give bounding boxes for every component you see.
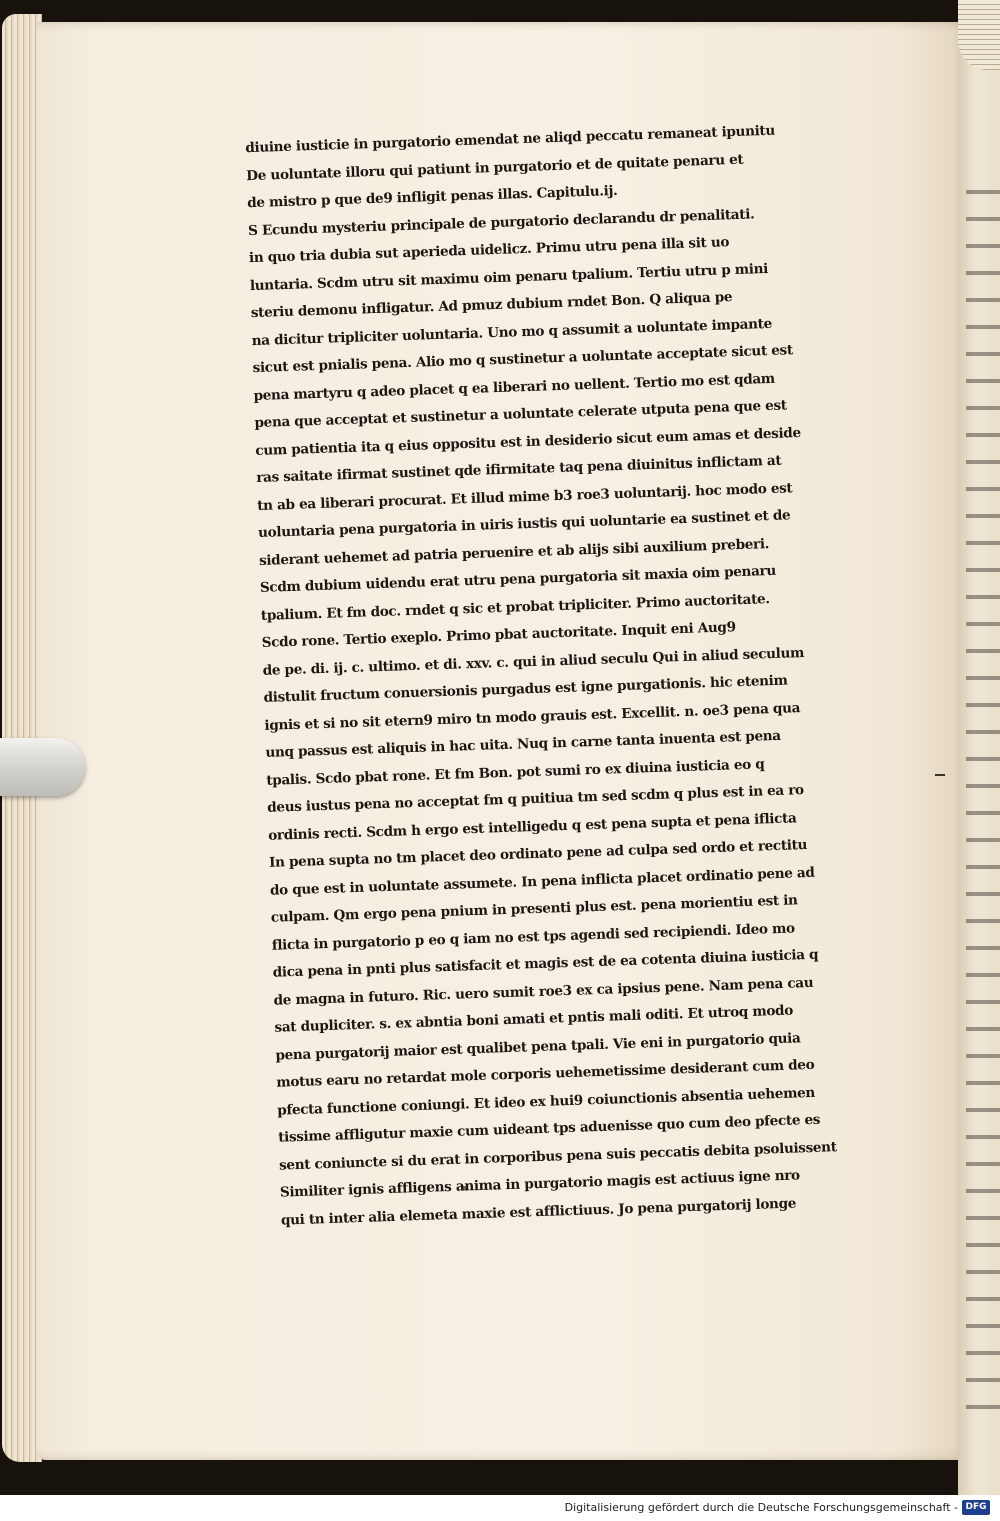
text-line: sat dupliciter. s. ex abntia boni amati et pntis mali oditi. Et utroq modo bbox=[274, 1002, 794, 1036]
margin-mark bbox=[935, 774, 945, 776]
text-line: pena martyru q adeo placet q ea liberari no uellent. Tertio mo est qdam bbox=[253, 370, 776, 404]
text-line: do que est in uoluntate assumete. In pena inflicta placet ordinatio pene ad bbox=[269, 864, 815, 899]
text-line: S Ecundu mysteriu principale de purgatorio declarandu dr penalitati. bbox=[247, 205, 755, 239]
text-line: In pena supta no tm placet deo ordinato pene ad culpa sed ordo et rectitu bbox=[268, 836, 808, 871]
text-line: de pe. di. ij. c. ultimo. et di. xxv. c. qui in aliud seculu Qui in aliud seculum bbox=[262, 644, 805, 679]
text-line: flicta in purgatorio p eo q iam no est tps agendi sed recipiendi. Ideo mo bbox=[271, 919, 795, 954]
footer-credit: Digitalisierung gefördert durch die Deutsche Forschungsgemeinschaft - bbox=[564, 1501, 958, 1514]
text-line: de magna in futuro. Ric. uero sumit roe3 ex ca ipsius pene. Nam pena cau bbox=[273, 974, 814, 1009]
text-line: ignis et si no sit etern9 miro tn modo grauis est. Excellit. n. oe3 pena qua bbox=[264, 699, 801, 734]
text-line: Scdm dubium uidendu erat utru pena purgatoria sit maxia oim penaru bbox=[259, 562, 777, 596]
page-holder-clip bbox=[0, 738, 85, 796]
text-line: cum patientia ita q eius oppositu est in desiderio sicut eum amas et deside bbox=[255, 424, 801, 459]
text-line: diuine iusticie in purgatorio emendat ne aliqd peccatu remaneat ipunitu bbox=[245, 122, 776, 157]
text-line: Similiter ignis affligens anima in purgatorio magis est actiuus igne nro bbox=[279, 1167, 801, 1201]
text-line: tpalis. Scdo pbat rone. Et fm Bon. pot sumi ro ex diuina iusticia eo q bbox=[266, 755, 765, 789]
text-line: tn ab ea liberari procurat. Et illud mime b3 roe3 uoluntarij. hoc modo est bbox=[256, 479, 793, 514]
text-line: pena purgatorij maior est qualibet pena tpali. Vie eni in purgatorio quia bbox=[275, 1029, 801, 1064]
text-line: tpalium. Et fm doc. rndet q sic et probat tripliciter. Primo auctoritate. bbox=[260, 590, 770, 624]
printed-text-block bbox=[245, 113, 939, 1229]
text-line: ras saitate ifirmat sustinet qde ifirmitate taq pena diuinitus inflictam at bbox=[256, 452, 782, 487]
text-line: sent coniuncte si du erat in corporibus pena suis peccatis debita psoluissent bbox=[278, 1138, 837, 1174]
text-line: distulit fructum conuersionis purgadus est igne purgationis. hic etenim bbox=[263, 672, 788, 706]
text-line: culpam. Qm ergo pena pnium in presenti plus est. pena morientiu est in bbox=[270, 892, 798, 926]
text-line: qui tn inter alia elemeta maxie est afflictiuus. Jo pena purgatorij longe bbox=[280, 1195, 797, 1229]
text-line: in quo tria dubia sut aperieda uidelicz. Primu utru pena illa sit uo bbox=[248, 234, 730, 267]
text-line: unq passus est aliquis in hac uita. Nuq in carne tanta inuenta est pena bbox=[265, 727, 782, 761]
page-curl bbox=[958, 0, 1000, 70]
text-line: motus earu no retardat mole corporis uehemetissime desiderant cum deo bbox=[276, 1056, 815, 1091]
text-line: Scdo rone. Tertio exeplo. Primo pbat auctoritate. Inquit eni Aug9 bbox=[261, 619, 736, 651]
text-line: siderant uehemet ad patria peruenire et ab alijs sibi auxilium preberi. bbox=[258, 535, 770, 569]
text-line: pena que acceptat et sustinetur a uoluntate celerate utputa pena que est bbox=[254, 397, 787, 432]
text-line: De uoluntate illoru qui patiunt in purgatorio et de quitate penaru et bbox=[246, 151, 744, 184]
text-line: pfecta functione coniungi. Et ideo ex hui9 coiunctionis absentia uehemen bbox=[277, 1084, 816, 1119]
text-line: steriu demonu infligatur. Ad pmuz dubium rndet Bon. Q aliqua pe bbox=[250, 289, 733, 322]
text-line: tissime affligutur maxie cum uideant tps aduenisse quo cum deo pfecte es bbox=[277, 1111, 821, 1146]
text-line: sicut est pnialis pena. Alio mo q sustinetur a uoluntate acceptate sicut est bbox=[252, 342, 794, 377]
text-line: luntaria. Scdm utru sit maximu oim penaru tpalium. Tertiu utru p mini bbox=[249, 260, 769, 294]
facing-page-text-fragments bbox=[966, 190, 1000, 1430]
text-line: deus iustus pena no acceptat fm q puitiua tm sed scdm q plus est in ea ro bbox=[266, 782, 805, 816]
text-line: uoluntaria pena purgatoria in uiris iustis qui uoluntarie ea sustinet et de bbox=[257, 507, 791, 542]
text-line: na dicitur tripliciter uoluntaria. Uno mo q assumit a uoluntate impante bbox=[251, 315, 773, 349]
text-line: dica pena in pnti plus satisfacit et magis est de ea cotenta diuina iusticia q bbox=[272, 946, 819, 981]
footer-bar bbox=[0, 1495, 1000, 1521]
text-line: de mistro p que de9 infligit penas illas. Capitulu.ij. bbox=[246, 182, 618, 212]
dfg-logo: DFG bbox=[962, 1500, 990, 1515]
text-line: ordinis recti. Scdm h ergo est intelligedu q est pena supta et pena iflicta bbox=[267, 809, 797, 844]
